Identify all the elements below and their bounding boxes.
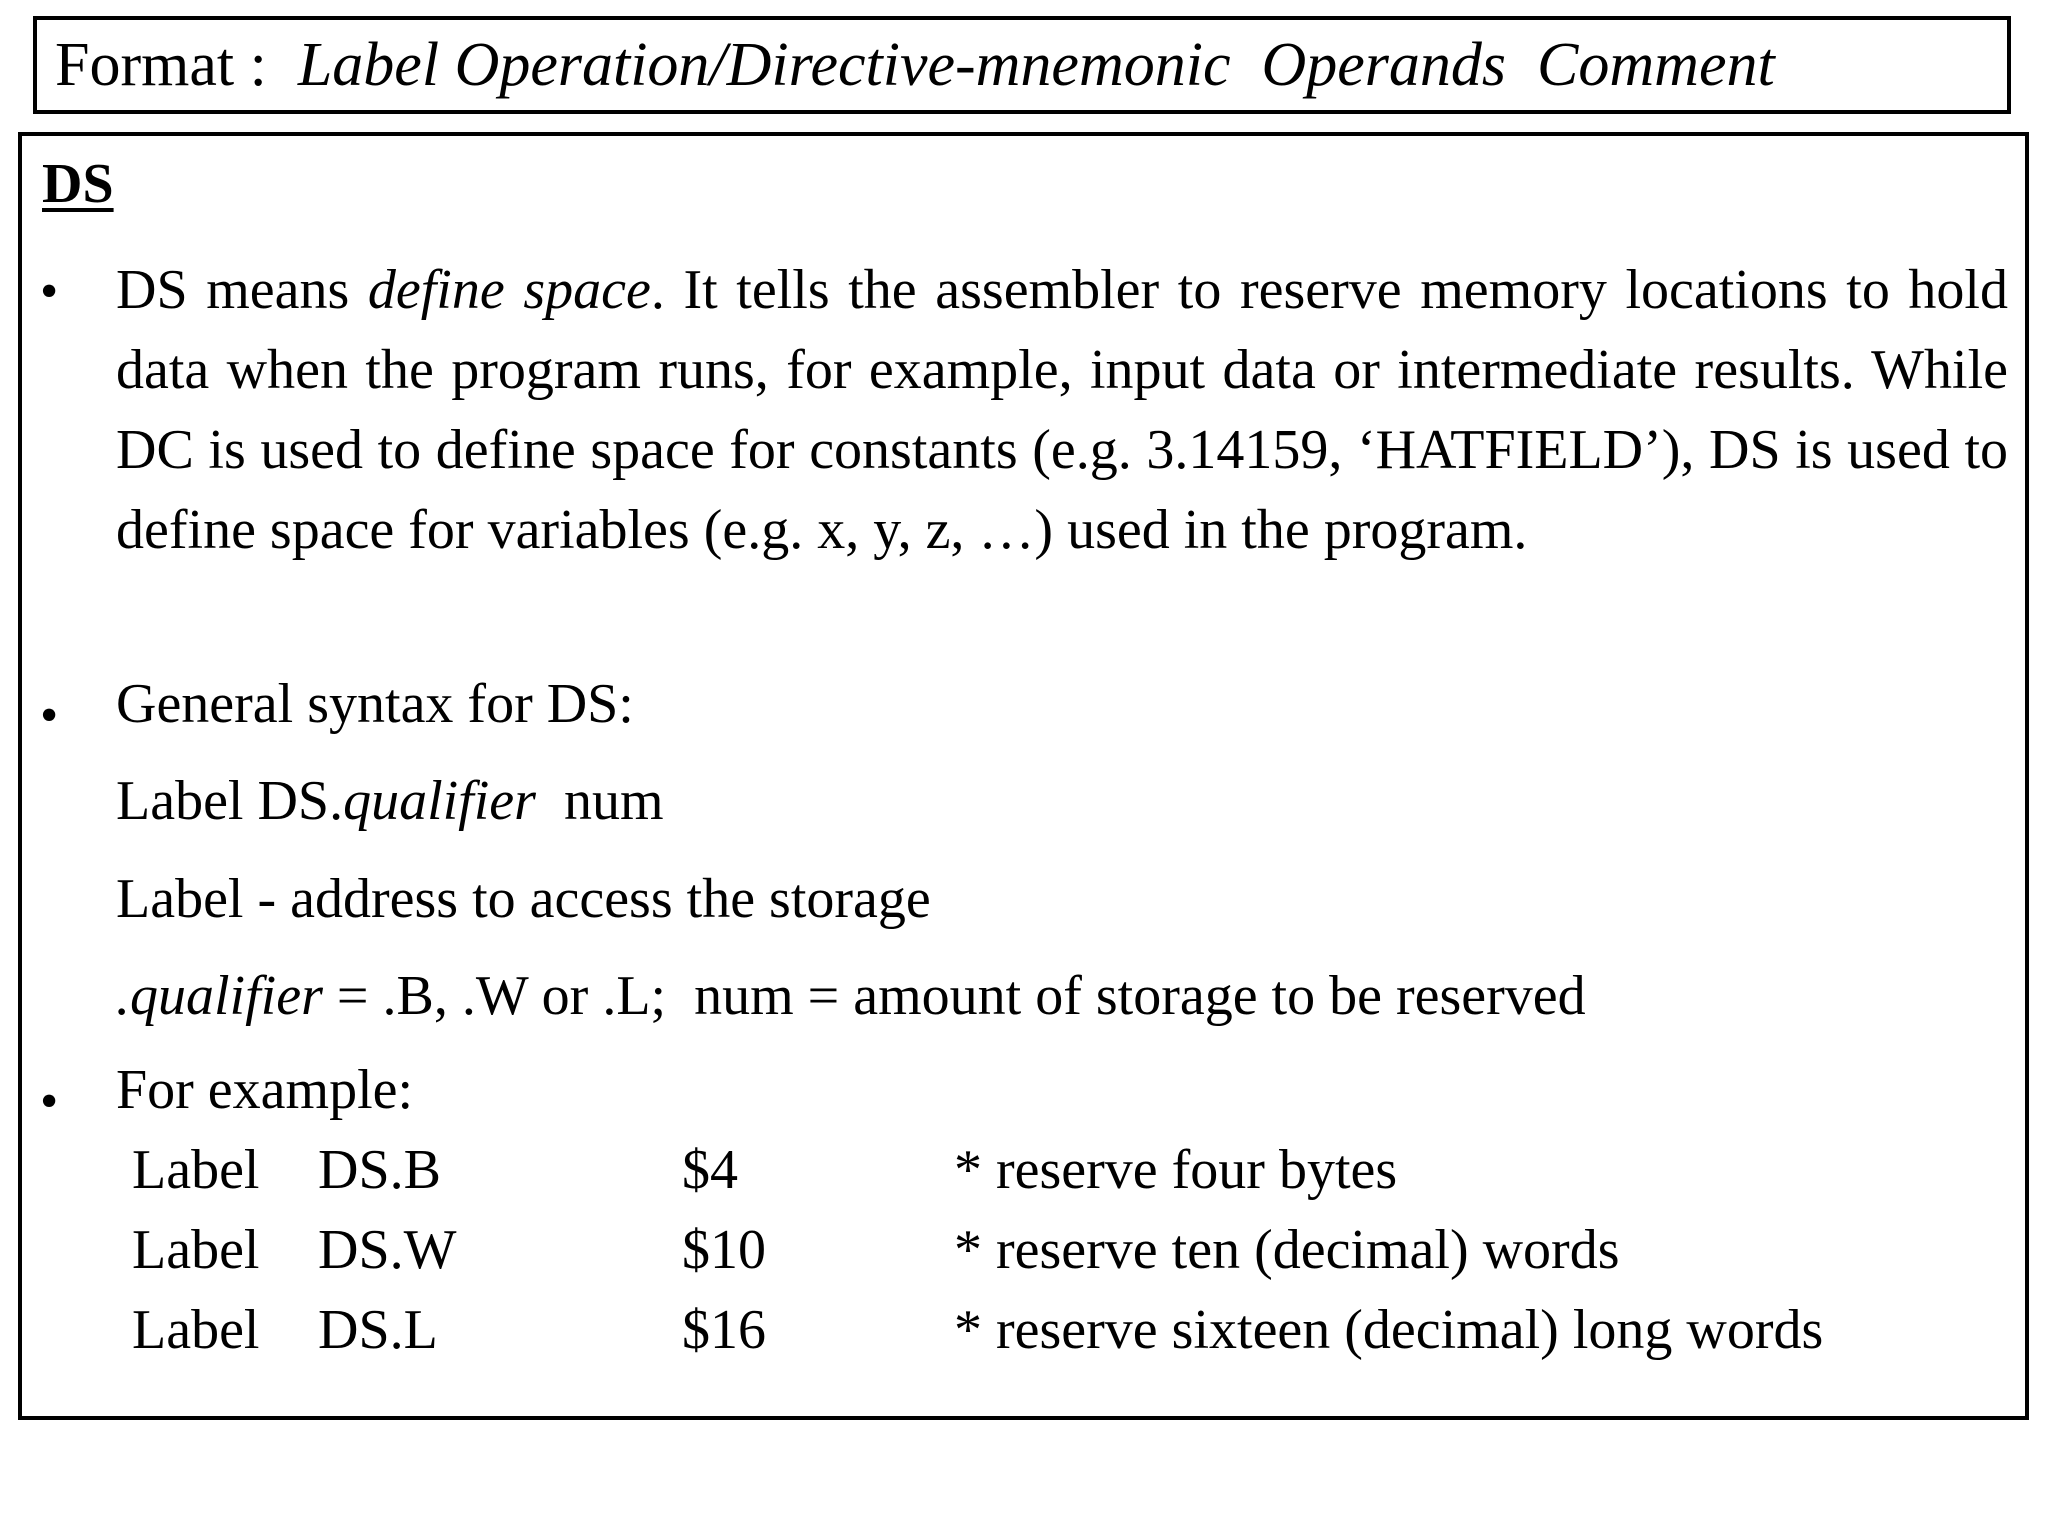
example-label: Label bbox=[132, 1299, 260, 1361]
format-prefix: Format : bbox=[55, 31, 283, 99]
ds-description-italic: define space bbox=[367, 259, 651, 321]
section-heading: DS bbox=[42, 153, 114, 215]
bullet-dot-2: • bbox=[40, 687, 59, 744]
example-intro: For example: bbox=[116, 1059, 414, 1121]
example-directive: DS.L bbox=[318, 1299, 438, 1361]
format-header-box bbox=[33, 16, 2011, 114]
syntax-label: Label DS. bbox=[116, 770, 344, 832]
example-comment: * reserve sixteen (decimal) long words bbox=[954, 1299, 1824, 1361]
example-operand: $4 bbox=[682, 1139, 738, 1201]
example-operand: $10 bbox=[682, 1219, 766, 1281]
qualifier-description bbox=[116, 964, 1586, 1028]
qualifier-text: = .B, .W or .L; num = amount of storage to be reserved bbox=[322, 965, 1586, 1027]
example-comment: * reserve ten (decimal) words bbox=[954, 1219, 1620, 1281]
format-operation: Operation/Directive-mnemonic bbox=[454, 31, 1231, 99]
example-directive: DS.W bbox=[318, 1219, 457, 1281]
example-directive: DS.B bbox=[318, 1139, 441, 1201]
example-comment: * reserve four bytes bbox=[954, 1139, 1398, 1201]
example-label: Label bbox=[132, 1139, 260, 1201]
syntax-qualifier: qualifier bbox=[343, 770, 536, 832]
syntax-line bbox=[116, 769, 664, 833]
format-label: Label bbox=[297, 31, 440, 99]
syntax-intro: General syntax for DS: bbox=[116, 673, 634, 735]
bullet-dot-1: • bbox=[40, 263, 59, 320]
label-description: Label - address to access the storage bbox=[116, 868, 931, 930]
bullet-dot-3: • bbox=[40, 1073, 59, 1130]
ds-description-part1: DS means bbox=[116, 259, 368, 321]
format-comment: Comment bbox=[1537, 31, 1775, 99]
format-operands: Operands bbox=[1261, 31, 1507, 99]
example-label: Label bbox=[132, 1219, 260, 1281]
example-operand: $16 bbox=[682, 1299, 766, 1361]
ds-description-part2: . It tells the assembler to reserve memory locations to hold data when the program runs, for example, input data or intermediate results. While DC is used to define space for constants (e.g. 3.14159, ‘HATFIELD’), DS is used to define space for variables (e.g. x, y, z, …) used in the program. bbox=[116, 259, 2008, 561]
qualifier-word: .qualifier bbox=[116, 965, 323, 1027]
syntax-num: num bbox=[563, 770, 664, 832]
ds-description bbox=[116, 250, 2008, 570]
